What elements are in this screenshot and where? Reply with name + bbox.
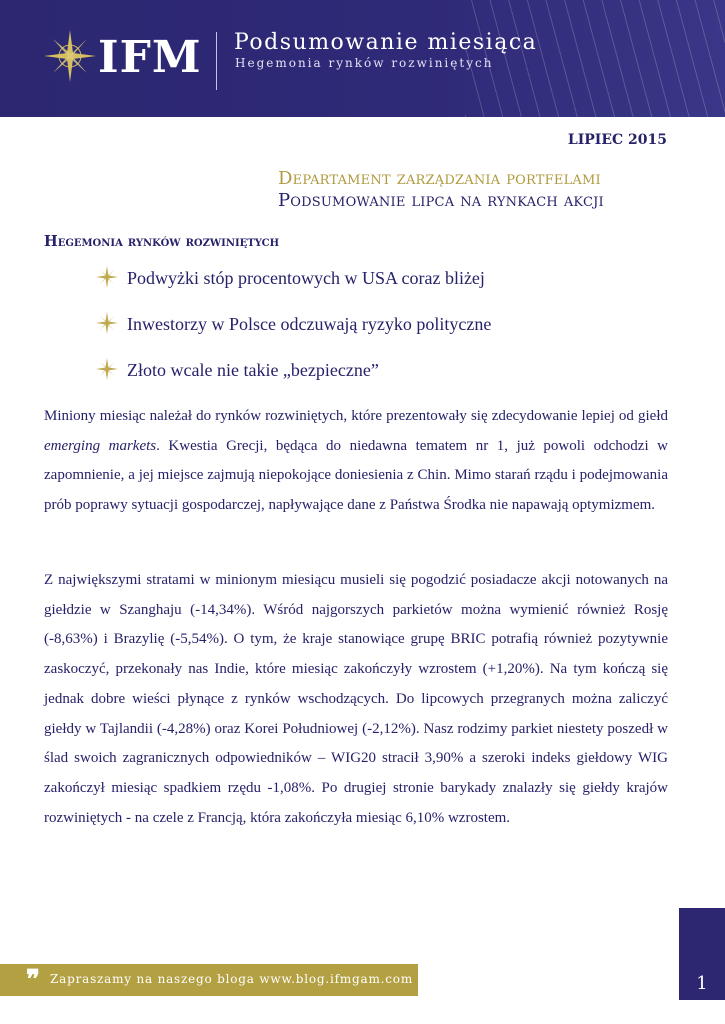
highlights-list [96,264,696,402]
body-paragraph-2: Z największymi stratami w minionym miesiącu musieli się pogodzić posiadacze akcji notowanych na giełdzie w Szanghaju (-14,34%). Wśród najgorszych parkietów można wymienić również Rosję (-8,63%) i Brazylię (-5,54%). O tym, że kraje stanowiące grupę BRIC potrafią również pozytywnie zaskoczyć, przekonały nas Indie, które miesiąc zakończyły wzrostem (+1,20%). Na tym kończą się jednak dobre wieści płynące z rynków wschodzących. Do lipcowych przegranych można zaliczyć giełdy w Tajlandii (-4,28%) oraz Korei Południowej (-2,12%). Nasz rodzimy parkiet niestety poszedł w ślad swoich zagranicznych odpowiedników – WIG20 stracił 3,90% a szeroki indeks giełdowy WIG zakończył miesiąc spadkiem rzędu -1,08%. Po drugiej stronie barykady znalazły się giełdy krajów rozwiniętych - na czele z Francją, która zakończyła miesiąc 6,10% wzrostem. [44,572,668,826]
paragraph-text: . Kwestia Grecji, będąca do niedawna tematem nr 1, już powoli odchodzi w zapomnienie, a jej miejsce zajmują niepokojące doniesienia z Chin. Mimo starań rządu i podejmowania prób poprawy sytuacji gospodarczej, napływające dane z Państwa Środka nie napawają optymizmem. [44,437,668,514]
body-paragraph-1 [44,402,668,521]
page-number-box [679,908,725,1000]
star-bullet-icon [96,358,118,380]
star-bullet-icon [96,266,118,288]
paragraph-emphasis: emerging markets [44,437,157,454]
document-heading: Podsumowanie lipca na rynkach akcji [278,190,604,211]
report-subtitle: Hegemonia rynków rozwiniętych [235,56,494,70]
footer-banner[interactable] [0,964,418,996]
list-item-text: Złoto wcale nie takie „bezpieczne” [127,360,379,380]
list-item-text: Inwestorzy w Polsce odczuwają ryzyko polityczne [127,314,492,334]
list-item [96,356,696,402]
list-item [96,310,696,356]
header-decoration [465,0,725,117]
header-banner [0,0,725,117]
compass-star-icon [44,30,96,82]
section-heading: Hegemonia rynków rozwiniętych [44,233,280,250]
list-item [96,264,696,310]
header-divider [216,32,217,90]
report-date: LIPIEC 2015 [567,132,667,148]
department-name: Departament zarządzania portfelami [278,168,601,189]
report-title: Podsumowanie miesiąca [234,30,538,55]
paragraph-text: Miniony miesiąc należał do rynków rozwiniętych, które prezentowały się zdecydowanie lepiej od giełd [44,408,668,424]
list-item-text: Podwyżki stóp procentowych w USA coraz bliżej [127,268,485,288]
quote-icon: ❞ [26,965,40,995]
star-bullet-icon [96,312,118,334]
logo-text: IFM [98,32,202,83]
page-number: 1 [696,973,708,994]
blog-link[interactable]: Zapraszamy na naszego bloga www.blog.ifmgam.com [50,972,414,986]
